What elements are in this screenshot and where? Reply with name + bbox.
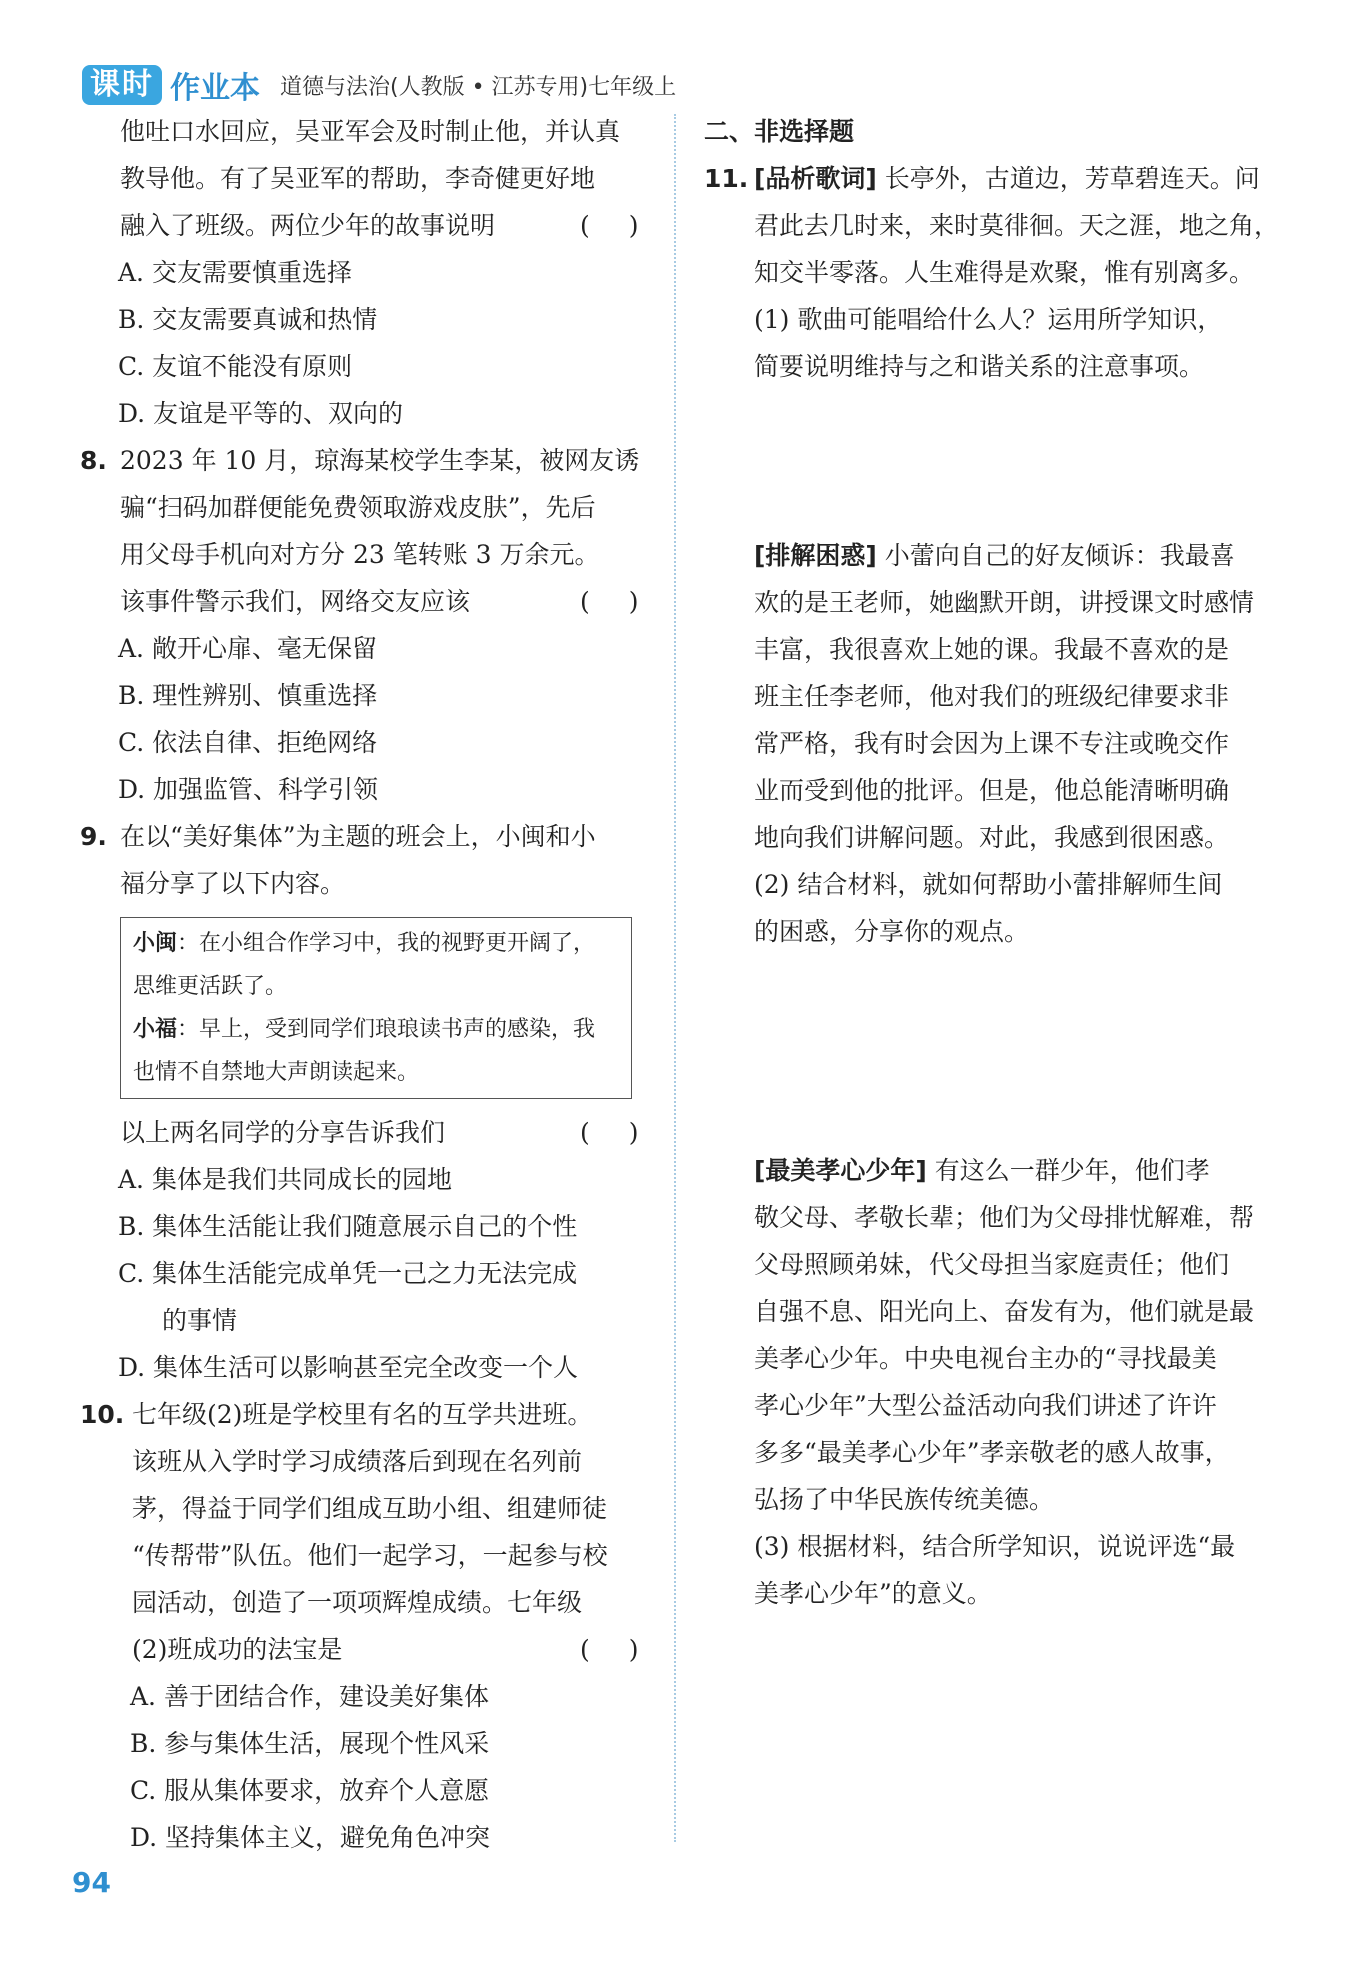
question-text-line: 他吐口水回应，吴亚军会及时制止他，并认真 [120, 117, 621, 146]
question-stem: 融入了班级。两位少年的故事说明 [120, 211, 496, 240]
question-text-line [704, 155, 1280, 202]
material-line [704, 1147, 1280, 1194]
material-text: 有这么一群少年，他们孝 [926, 1156, 1210, 1185]
option-d: D. 友谊是平等的、双向的 [118, 399, 404, 428]
question-8 [80, 437, 660, 813]
speaker-name: 小福 [133, 1017, 178, 1042]
material-line: 常严格，我有时会因为上课不专注或晚交作 [754, 729, 1230, 758]
question-11 [704, 155, 1280, 1617]
question-text-line: 用父母手机向对方分 23 笔转账 3 万余元。 [120, 540, 600, 569]
section-heading: 二、非选择题 [704, 117, 855, 146]
sub-question-2: 的困惑，分享你的观点。 [754, 917, 1030, 946]
material-tag: [最美孝心少年] [754, 1156, 927, 1185]
option-c: C. 集体生活能完成单凭一己之力无法完成 [118, 1259, 578, 1288]
question-number: 8. [80, 446, 107, 475]
material-line: 班主任李老师，他对我们的班级纪律要求非 [754, 682, 1230, 711]
material-tag: [品析歌词] [754, 164, 877, 193]
option-c: C. 服从集体要求，放弃个人意愿 [130, 1776, 490, 1805]
material-text: 长亭外，古道边，芳草碧连天。问 [876, 164, 1260, 193]
question-text-line: 该班从入学时学习成绩落后到现在名列前 [132, 1447, 583, 1476]
question-text-line [80, 1109, 660, 1156]
material-line: 父母照顾弟妹，代父母担当家庭责任；他们 [754, 1250, 1230, 1279]
column-divider [674, 114, 676, 1842]
question-7 [80, 108, 660, 437]
option-c: C. 依法自律、拒绝网络 [118, 728, 378, 757]
option-b: B. 参与集体生活，展现个性风采 [130, 1729, 490, 1758]
left-column [80, 108, 660, 1861]
option-b: B. 理性辨别、慎重选择 [118, 681, 378, 710]
material-line [704, 532, 1280, 579]
material-text: 小蕾向自己的好友倾诉：我最喜 [876, 541, 1235, 570]
material-line: 业而受到他的批评。但是，他总能清晰明确 [754, 776, 1230, 805]
option-c: C. 友谊不能没有原则 [118, 352, 353, 381]
question-text-line: 园活动，创造了一项项辉煌成绩。七年级 [132, 1588, 583, 1617]
speaker-name: 小闽 [133, 931, 178, 956]
series-title: 作业本 [170, 71, 260, 106]
answer-parentheses: ( ) [580, 211, 641, 240]
question-text-line [80, 1391, 660, 1438]
material-line: 欢的是王老师，她幽默开朗，讲授课文时感情 [754, 588, 1255, 617]
sub-question-3: (3) 根据材料，结合所学知识，说说评选“最 [754, 1532, 1236, 1561]
question-10 [80, 1391, 660, 1861]
page-header [82, 62, 676, 108]
material-line: 丰富，我很喜欢上她的课。我最不喜欢的是 [754, 635, 1230, 664]
option-a: A. 善于团结合作，建设美好集体 [130, 1682, 489, 1711]
material-line: 弘扬了中华民族传统美德。 [754, 1485, 1055, 1514]
question-number: 11. [704, 164, 749, 193]
question-text: 2023 年 10 月，琼海某校学生李某，被网友诱 [120, 446, 640, 475]
option-a: A. 集体是我们共同成长的园地 [118, 1165, 452, 1194]
question-number: 9. [80, 822, 107, 851]
material-line [133, 1008, 619, 1051]
option-a: A. 交友需要慎重选择 [118, 258, 352, 287]
question-number: 10. [80, 1400, 125, 1429]
material-line: 也情不自禁地大声朗读起来。 [133, 1060, 420, 1085]
question-text-line [80, 1626, 660, 1673]
question-text-line [80, 813, 660, 860]
question-text-line: 茅，得益于同学们组成互助小组、组建师徒 [132, 1494, 608, 1523]
option-b: B. 交友需要真诚和热情 [118, 305, 378, 334]
question-text-line: 骗“扫码加群便能免费领取游戏皮肤”，先后 [120, 493, 596, 522]
question-text-line: 教导他。有了吴亚军的帮助，李奇健更好地 [120, 164, 596, 193]
option-c-continued: 的事情 [162, 1306, 238, 1335]
material-line: 自强不息、阳光向上、奋发有为，他们就是最 [754, 1297, 1255, 1326]
question-stem: (2)班成功的法宝是 [132, 1635, 343, 1664]
question-stem: 以上两名同学的分享告诉我们 [120, 1118, 446, 1147]
question-stem: 该事件警示我们，网络交友应该 [120, 587, 471, 616]
sub-question-3: 美孝心少年”的意义。 [754, 1579, 992, 1608]
material-line: 孝心少年”大型公益活动向我们讲述了许许 [754, 1391, 1217, 1420]
material-line: 敬父母、孝敬长辈；他们为父母排忧解难，帮 [754, 1203, 1255, 1232]
answer-space [704, 955, 1280, 1147]
material-line: 知交半零落。人生难得是欢聚，惟有别离多。 [754, 258, 1255, 287]
option-b: B. 集体生活能让我们随意展示自己的个性 [118, 1212, 578, 1241]
material-line: 思维更活跃了。 [133, 974, 288, 999]
material-line: 多多“最美孝心少年”孝亲敬老的感人故事， [754, 1438, 1230, 1467]
question-text-line: “传帮带”队伍。他们一起学习，一起参与校 [132, 1541, 608, 1570]
option-d: D. 加强监管、科学引领 [118, 775, 379, 804]
material-text: ：早上，受到同学们琅琅读书声的感染，我 [177, 1017, 596, 1042]
question-text-line [80, 202, 660, 249]
sub-question-2: (2) 结合材料，就如何帮助小蕾排解师生间 [754, 870, 1223, 899]
right-column [704, 108, 1280, 1617]
question-text: 在以“美好集体”为主题的班会上，小闽和小 [120, 822, 596, 851]
question-text-line [80, 437, 660, 484]
material-text: ：在小组合作学习中，我的视野更开阔了， [177, 931, 596, 956]
material-line: 美孝心少年。中央电视台主办的“寻找最美 [754, 1344, 1217, 1373]
answer-space [704, 390, 1280, 532]
sub-question-1: 简要说明维持与之和谐关系的注意事项。 [754, 352, 1205, 381]
answer-parentheses: ( ) [580, 1118, 641, 1147]
material-line: 地向我们讲解问题。对此，我感到很困惑。 [754, 823, 1230, 852]
material-tag: [排解困惑] [754, 541, 877, 570]
question-text-line [80, 578, 660, 625]
option-a: A. 敞开心扉、毫无保留 [118, 634, 377, 663]
question-text-line: 福分享了以下内容。 [120, 869, 346, 898]
material-box [120, 917, 632, 1099]
option-d: D. 坚持集体主义，避免角色冲突 [130, 1823, 491, 1852]
option-d: D. 集体生活可以影响甚至完全改变一个人 [118, 1353, 579, 1382]
question-text: 七年级(2)班是学校里有名的互学共进班。 [132, 1400, 593, 1429]
question-9 [80, 813, 660, 1391]
answer-parentheses: ( ) [580, 1635, 641, 1664]
material-line: 君此去几时来，来时莫徘徊。天之涯，地之角， [754, 211, 1280, 240]
page-number: 94 [72, 1866, 111, 1899]
answer-parentheses: ( ) [580, 587, 641, 616]
material-line [133, 922, 619, 965]
book-logo: 课时 [82, 65, 162, 105]
sub-question-1: (1) 歌曲可能唱给什么人？运用所学知识， [754, 305, 1223, 334]
subject-title: 道德与法治(人教版 • 江苏专用)七年级上 [280, 74, 677, 100]
